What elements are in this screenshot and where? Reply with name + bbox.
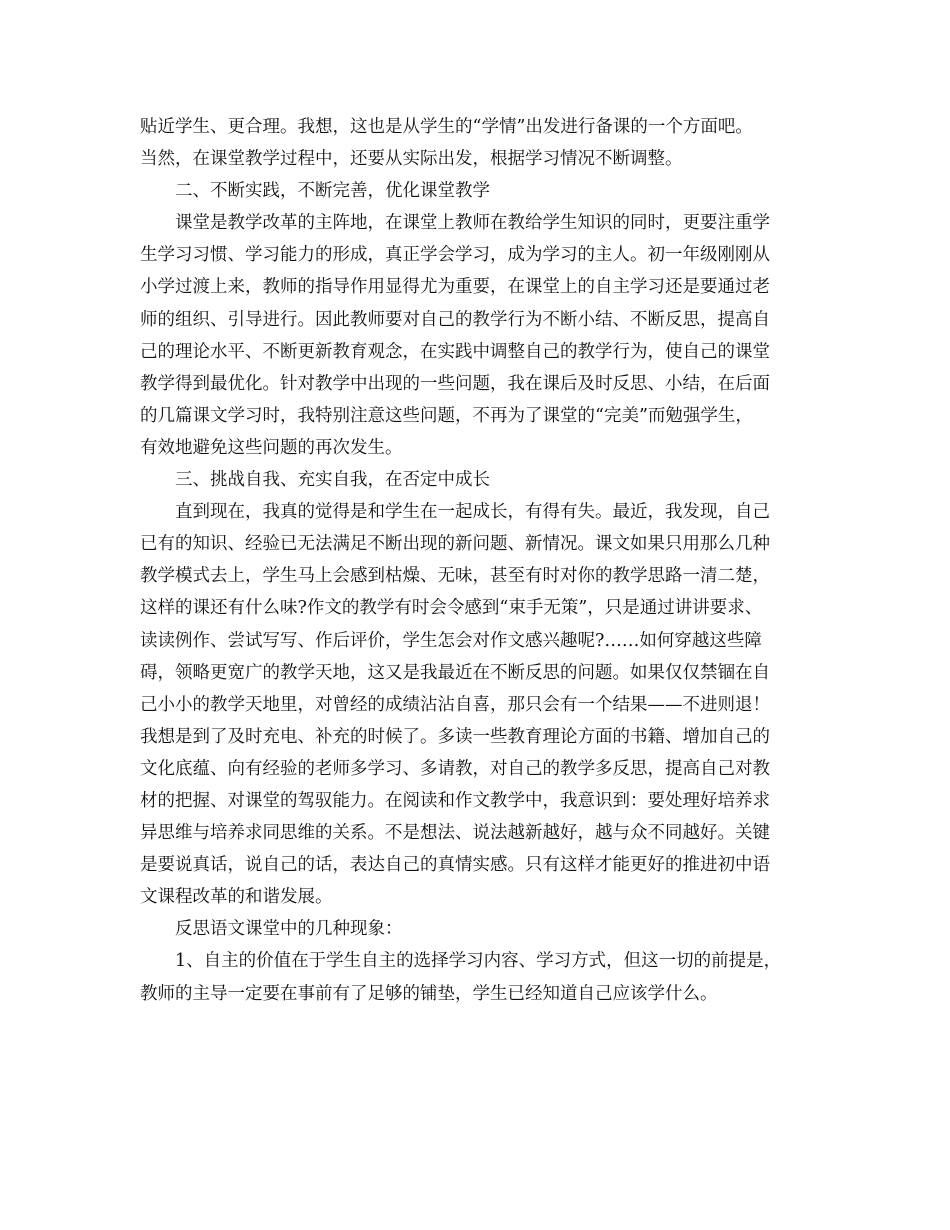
paragraph xyxy=(140,913,830,945)
text-line: 文化底蕴、向有经验的老师多学习、多请教，对自己的教学多反思，提高自己对教 xyxy=(140,758,770,779)
text-line: 的几篇课文学习时，我特别注意这些问题，不再为了课堂的“完美”而勉强学生， xyxy=(140,405,753,426)
text-line: 1、自主的价值在于学生自主的选择学习内容、学习方式，但这一切的前提是， xyxy=(175,951,782,972)
document-body xyxy=(140,111,830,1010)
paragraph xyxy=(140,464,830,496)
text-line: 教学模式去上，学生马上会感到枯燥、无味，甚至有时对你的教学思路一清二楚， xyxy=(140,566,770,587)
text-line: 贴近学生、更合理。我想，这也是从学生的“学情”出发进行备课的一个方面吧。 xyxy=(140,117,753,137)
text-line: 课堂是教学改革的主阵地，在课堂上教师在教给学生知识的同时，更要注重学 xyxy=(175,213,770,234)
text-line: 材的把握、对课堂的驾驭能力。在阅读和作文教学中，我意识到：要处理好培养求 xyxy=(140,790,770,811)
text-line: 小学过渡上来，教师的指导作用显得尤为重要，在课堂上的自主学习还是要通过老 xyxy=(140,277,770,298)
text-line: 当然，在课堂教学过程中，还要从实际出发，根据学习情况不断调整。 xyxy=(140,149,683,170)
text-line: 有效地避免这些问题的再次发生。 xyxy=(140,437,403,458)
text-line: 反思语文课堂中的几种现象： xyxy=(175,919,403,940)
text-line: 师的组织、引导进行。因此教师要对自己的教学行为不断小结、不断反思，提高自 xyxy=(140,309,770,330)
paragraph xyxy=(140,496,830,913)
text-line: 己的理论水平、不断更新教育观念，在实践中调整自己的教学行为，使自己的课堂 xyxy=(140,341,770,362)
text-line: 教学得到最优化。针对教学中出现的一些问题，我在课后及时反思、小结，在后面 xyxy=(140,373,770,394)
text-line: 生学习习惯、学习能力的形成，真正学会学习，成为学习的主人。初一年级刚刚从 xyxy=(140,245,770,266)
text-line: 这样的课还有什么味?作文的教学有时会令感到“束手无策”，只是通过讲讲要求、 xyxy=(140,598,763,619)
paragraph xyxy=(140,111,830,175)
text-line: 文课程改革的和谐发展。 xyxy=(140,887,333,908)
text-line: 教师的主导一定要在事前有了足够的铺垫，学生已经知道自己应该学什么。 xyxy=(140,983,718,1004)
paragraph xyxy=(140,207,830,464)
paragraph xyxy=(140,945,830,1009)
text-line: 已有的知识、经验已无法满足不断出现的新问题、新情况。课文如果只用那么几种 xyxy=(140,534,770,555)
text-line: 异思维与培养求同思维的关系。不是想法、说法越新越好，越与众不同越好。关键 xyxy=(140,823,770,844)
text-line: 我想是到了及时充电、补充的时候了。多读一些教育理论方面的书籍、增加自己的 xyxy=(140,726,770,747)
text-line: 直到现在，我真的觉得是和学生在一起成长，有得有失。最近，我发现，自己 xyxy=(175,502,770,523)
text-line: 读读例作、尝试写写、作后评价，学生怎会对作文感兴趣呢?……如何穿越这些障 xyxy=(140,630,762,651)
text-line: 己小小的教学天地里，对曾经的成绩沾沾自喜，那只会有一个结果——不进则退！ xyxy=(140,694,770,715)
paragraph xyxy=(140,175,830,207)
text-line: 碍，领略更宽广的教学天地，这又是我最近在不断反思的问题。如果仅仅禁锢在自 xyxy=(140,662,770,683)
text-line: 是要说真话，说自己的话，表达自己的真情实感。只有这样才能更好的推进初中语 xyxy=(140,855,770,876)
text-line: 三、挑战自我、充实自我，在否定中成长 xyxy=(175,470,490,491)
text-line: 二、不断实践，不断完善，优化课堂教学 xyxy=(175,181,490,202)
